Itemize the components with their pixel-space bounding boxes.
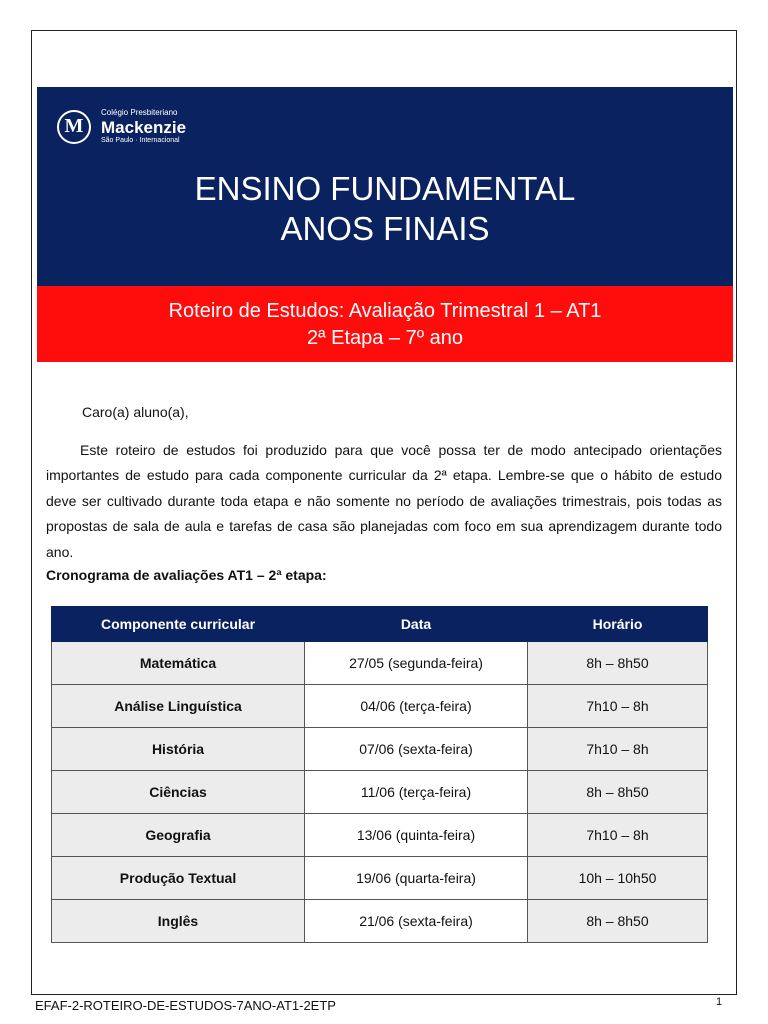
- logo-wordmark: [101, 109, 186, 144]
- schedule-table: [51, 606, 708, 943]
- time-cell: 8h – 8h50: [528, 642, 708, 685]
- time-cell: 8h – 8h50: [528, 900, 708, 943]
- table-row: [52, 814, 708, 857]
- table-row: [52, 771, 708, 814]
- date-cell: 27/05 (segunda-feira): [305, 642, 528, 685]
- time-cell: 7h10 – 8h: [528, 728, 708, 771]
- table-row: [52, 900, 708, 943]
- component-cell: História: [52, 728, 305, 771]
- table-row: [52, 728, 708, 771]
- component-cell: Análise Linguística: [52, 685, 305, 728]
- time-cell: 10h – 10h50: [528, 857, 708, 900]
- logo-line-1: Colégio Presbiteriano: [101, 108, 178, 117]
- table-row: [52, 857, 708, 900]
- logo-line-2: Mackenzie: [101, 118, 187, 137]
- logo-emblem: M: [57, 110, 91, 144]
- time-cell: 7h10 – 8h: [528, 814, 708, 857]
- header-banner: [37, 87, 733, 286]
- column-header-date: Data: [305, 607, 528, 642]
- date-cell: 13/06 (quinta-feira): [305, 814, 528, 857]
- component-cell: Geografia: [52, 814, 305, 857]
- greeting: Caro(a) aluno(a),: [82, 404, 189, 420]
- component-cell: Produção Textual: [52, 857, 305, 900]
- document-subtitle: [37, 298, 733, 352]
- subtitle-banner: [37, 286, 733, 362]
- subtitle-line-1: Roteiro de Estudos: Avaliação Trimestral 1 – AT1: [168, 300, 602, 322]
- time-cell: 7h10 – 8h: [528, 685, 708, 728]
- page-number: 1: [716, 996, 723, 1008]
- date-cell: 19/06 (quarta-feira): [305, 857, 528, 900]
- title-line-1: ENSINO FUNDAMENTAL: [194, 170, 576, 207]
- column-header-time: Horário: [528, 607, 708, 642]
- document-title: [37, 169, 733, 249]
- table-row: [52, 642, 708, 685]
- component-cell: Inglês: [52, 900, 305, 943]
- body-text: [46, 400, 722, 565]
- footer-document-code: EFAF-2-ROTEIRO-DE-ESTUDOS-7ANO-AT1-2ETP: [35, 998, 336, 1013]
- logo-line-3: São Paulo · Internacional: [101, 137, 180, 144]
- subtitle-line-2: 2ª Etapa – 7º ano: [307, 327, 463, 349]
- school-logo: [57, 109, 186, 144]
- table-header-row: [52, 607, 708, 642]
- date-cell: 04/06 (terça-feira): [305, 685, 528, 728]
- title-line-2: ANOS FINAIS: [280, 210, 490, 247]
- date-cell: 07/06 (sexta-feira): [305, 728, 528, 771]
- component-cell: Matemática: [52, 642, 305, 685]
- component-cell: Ciências: [52, 771, 305, 814]
- table-row: [52, 685, 708, 728]
- column-header-component: Componente curricular: [52, 607, 305, 642]
- time-cell: 8h – 8h50: [528, 771, 708, 814]
- date-cell: 21/06 (sexta-feira): [305, 900, 528, 943]
- intro-paragraph: Este roteiro de estudos foi produzido para que você possa ter de modo antecipado orientações importantes de estudo para cada componente curricular da 2ª etapa. Lembre-se que o hábito de estudo deve ser cultivado durante toda etapa e não somente no período de avaliações trimestrais, pois todas as propostas de sala de aula e tarefas de casa são planejadas com foco em sua aprendizagem durante todo ano.: [46, 441, 722, 560]
- date-cell: 11/06 (terça-feira): [305, 771, 528, 814]
- schedule-heading: Cronograma de avaliações AT1 – 2ª etapa:: [46, 567, 327, 583]
